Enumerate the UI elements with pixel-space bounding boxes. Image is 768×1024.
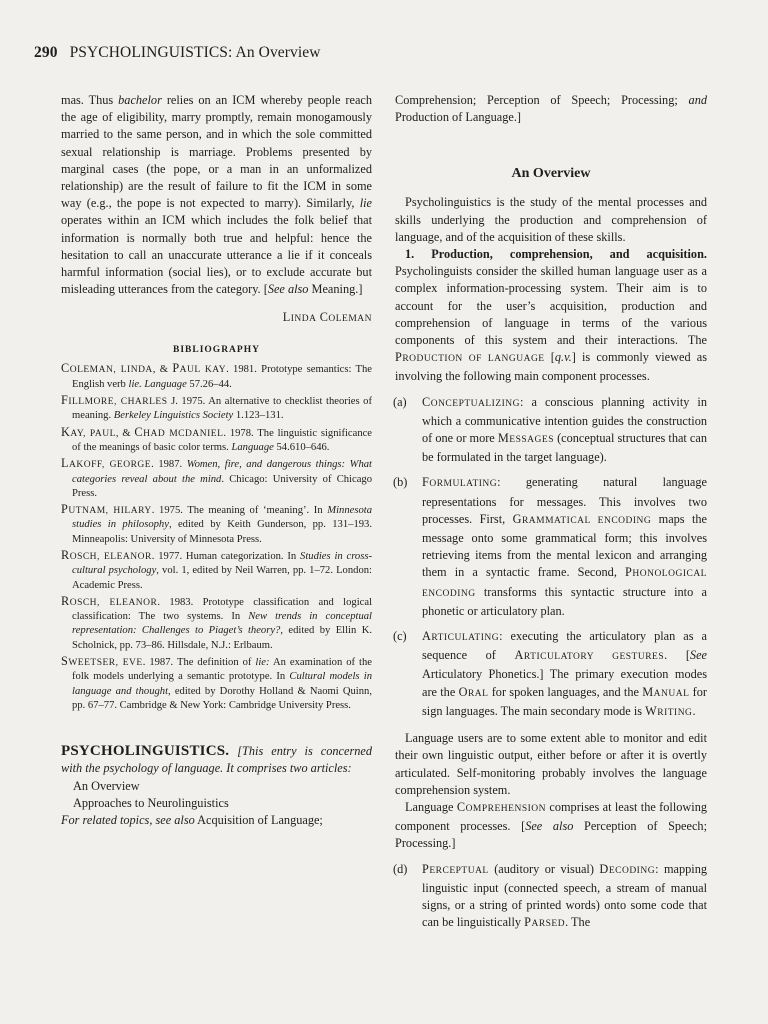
bibliography-entry: LAKOFF, GEORGE. 1987. Women, fire, and dangerous things: What categories reveal about the mind. Chicago: University of Chicago Press.	[61, 456, 373, 499]
list-item	[395, 628, 707, 722]
monitor-paragraph: Language users are to some extent able to monitor and edit their own linguistic output, either before or after it is overtly articulated. Self-monitoring probably involves the language comprehension system.	[395, 731, 707, 797]
entry-header	[61, 743, 372, 777]
bibliography-entry: KAY, PAUL, & CHAD MCDANIEL. 1978. The linguistic significance of the meanings of basic color terms. Language 54.610–646.	[61, 424, 373, 453]
entry-note: [This entry is concerned with the psychology of language. It comprises two articles:	[61, 744, 372, 776]
comprehension-paragraph: Language COMPREHENSION comprises at least the following component processes. [See also Perception of Speech; Processing.]	[395, 799, 707, 851]
related-prefix: For related topics, see also	[61, 813, 195, 828]
body-paragraph	[61, 92, 372, 298]
list-marker: (c)	[393, 629, 407, 644]
list-marker: (b)	[393, 475, 408, 490]
bibliography-heading: BIBLIOGRAPHY	[173, 345, 260, 356]
list-text: CONCEPTUALIZING: a conscious planning activity in which a communicative intention guides the construction of one or more MESSAGES (conceptual structures that can be formulated in the target language).	[422, 394, 707, 465]
bibliography-entry: ROSCH, ELEANOR. 1983. Prototype classification and logical classification: The two systems. In New trends in conceptual representation: Challenges to Piaget’s theory?, edited by Ellin K. Scholnick, pp. 73–86. Hillsdale, N.J.: Erlbaum.	[61, 593, 373, 651]
list-marker: (d)	[393, 861, 408, 876]
article-item: Approaches to Neurolinguistics	[73, 795, 229, 810]
list-item	[395, 474, 707, 620]
bibliography-list	[61, 361, 372, 713]
list-text: ARTICULATING: executing the articulatory plan as a sequence of ARTICULATORY GESTURES. [See Articulatory Phonetics.] The primary execution modes are the ORAL for spoken languages, and the MANUAL for sign languages. The main secondary mode is WRITING.	[422, 629, 707, 718]
list-item	[395, 861, 707, 934]
running-header	[34, 44, 321, 62]
right-column	[395, 92, 707, 933]
section-heading: An Overview	[511, 166, 591, 182]
section-paragraph	[395, 246, 707, 386]
list-text: FORMULATING: generating natural language representations for messages. This involves two processes. First, GRAMMATICAL ENCODING maps the message onto some grammatical form; this involves retrieving items from the mental lexicon and arranging them in a syntactic frame. Second, PHONOLOGICAL ENCODING transforms this syntactic structure into a phonetic or articulatory plan.	[422, 475, 707, 618]
related-continuation: Comprehension; Perception of Speech; Processing; and Production of Language.]	[395, 93, 707, 125]
entry-title: PSYCHOLINGUISTICS.	[61, 743, 230, 760]
bibliography-entry: SWEETSER, EVE. 1987. The definition of lie: An examination of the folk models underlying a semantic prototype. In Cultural models in language and thought, edited by Dorothy Holland & Naomi Quinn, pp. 67–77. Cambridge & New York: Cambridge University Press.	[61, 654, 372, 711]
list-item	[395, 394, 707, 467]
bibliography-entry: ROSCH, ELEANOR. 1977. Human categorization. In Studies in cross-cultural psychology, vol. 1, edited by Neil Warren, pp. 1–72. London: Academic Press.	[61, 548, 373, 591]
section-text: Psycholinguists consider the skilled human language user as a complex information-processing system. Their aim is to account for the user’s acquisition, production and comprehension of language in terms of the various components of this system and their interactions. The PRODUCTION OF LANGUAGE [q.v.] is commonly viewed as involving the following main component processes.	[395, 264, 708, 384]
subsection-heading: 1. Production, comprehension, and acquisition.	[405, 247, 707, 262]
left-column	[61, 92, 372, 829]
text-run: mas. Thus bachelor relies on an ICM whereby people reach the age of eligibility, marry promptly, remain monogamously married to the same person, and in which the sole committed sexual relationship is marriage. Problems presented by marginal cases (the pope, or a man in an unformalized relationship) are the result of failure to fit the ICM in some way (e.g., the pope is not expected to marry). Similarly, lie operates within an ICM which includes the folk belief that information is normally both true and helpful: hence the hesitation to call an unaccurate utterance a lie if it conceals harmful information (social lies), or to exclude accurate but misleading utterances from the category. [See also Meaning.]	[61, 93, 373, 297]
bibliography-entry: FILLMORE, CHARLES J. 1975. An alternative to checklist theories of meaning. Berkeley Linguistics Society 1.123–131.	[61, 393, 372, 422]
bibliography-entry: PUTNAM, HILARY. 1975. The meaning of ‘meaning’. In Minnesota studies in philosophy, edited by Keith Gunderson, pp. 131–193. Minneapolis: University of Minnesota Press.	[61, 502, 372, 545]
bibliography-entry: COLEMAN, LINDA, & PAUL KAY. 1981. Prototype semantics: The English verb lie. Language 57.26–44.	[61, 361, 372, 390]
list-marker: (a)	[393, 394, 407, 409]
article-item: An Overview	[73, 778, 140, 793]
related-topics	[61, 812, 372, 829]
intro-paragraph: Psycholinguistics is the study of the mental processes and skills underlying the production and comprehension of language, and of the acquisition of these skills.	[395, 195, 707, 244]
list-text: PERCEPTUAL (auditory or visual) DECODING: mapping linguistic input (connected speech, a stream of manual signs, or a string of printed words) onto some code that can be linguistically PARSED. The	[422, 861, 707, 930]
author-signature	[61, 310, 372, 325]
signature-text: LINDA COLEMAN	[282, 310, 372, 325]
page-number: 290	[34, 44, 58, 61]
running-title: PSYCHOLINGUISTICS: An Overview	[69, 44, 321, 61]
related-list: Acquisition of Language;	[197, 813, 323, 828]
